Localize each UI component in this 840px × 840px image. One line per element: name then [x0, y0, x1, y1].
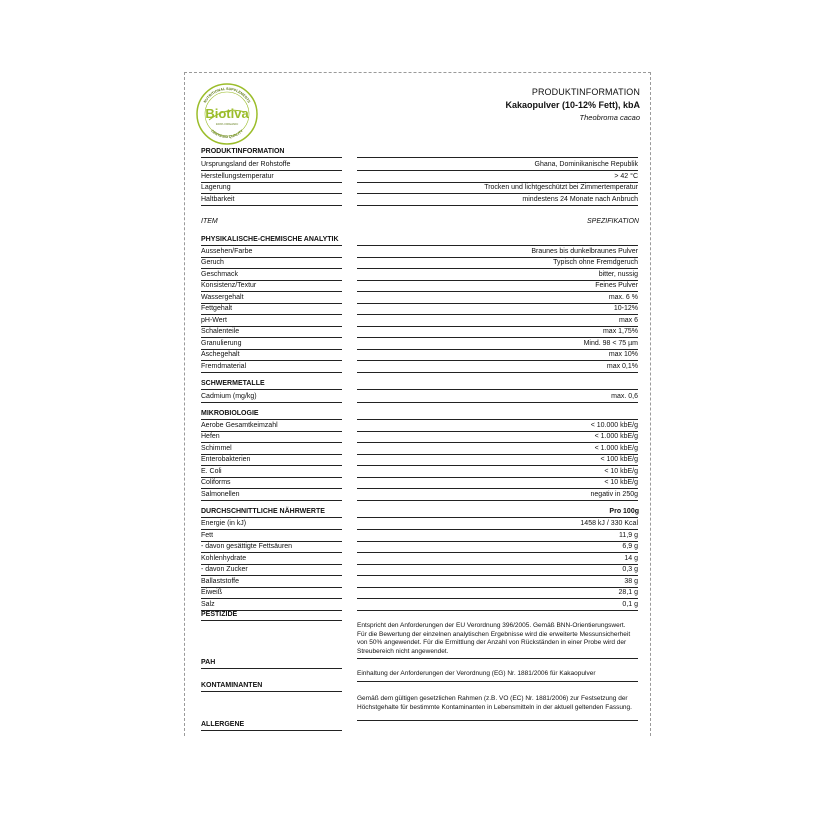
- table-row: [201, 541, 638, 553]
- row-value: max 1,75%: [357, 326, 638, 338]
- section-schwermetalle: SCHWERMETALLE: [201, 380, 265, 387]
- section-divider: [201, 620, 342, 621]
- row-label: Ursprungsland der Rohstoffe: [201, 159, 342, 171]
- document-title: PRODUKTINFORMATION: [531, 87, 640, 97]
- row-value: Typisch ohne Fremdgeruch: [357, 257, 638, 269]
- section-divider: [357, 720, 638, 721]
- section-divider: [357, 681, 638, 682]
- row-label: Geruch: [201, 257, 342, 269]
- table-row: [201, 303, 638, 315]
- row-value: Trocken und lichtgeschützt bei Zimmertemperatur: [357, 182, 638, 194]
- product-name: Kakaopulver (10-12% Fett), kbA: [505, 100, 640, 110]
- row-label: Lagerung: [201, 182, 342, 194]
- row-label: Salmonellen: [201, 489, 342, 501]
- row-label: E. Coli: [201, 466, 342, 478]
- row-value: 14 g: [357, 553, 638, 565]
- row-label: Konsistenz/Textur: [201, 280, 342, 292]
- row-value: < 10 kbE/g: [357, 477, 638, 489]
- section-mikrobiologie: MIKROBIOLOGIE: [201, 410, 259, 417]
- row-value: max. 0,6: [357, 391, 638, 403]
- table-row: [201, 518, 638, 530]
- row-label: Cadmium (mg/kg): [201, 391, 342, 403]
- row-label: - davon Zucker: [201, 564, 342, 576]
- row-label: Aschegehalt: [201, 349, 342, 361]
- section-pah: PAH: [201, 659, 216, 666]
- row-label: Haltbarkeit: [201, 194, 342, 206]
- table-row: [201, 553, 638, 565]
- row-label: Fremdmaterial: [201, 361, 342, 373]
- table-row: [201, 530, 638, 542]
- section-divider: [201, 389, 342, 390]
- row-value: > 42 °C: [357, 171, 638, 183]
- svg-text:100% ORGANIC: 100% ORGANIC: [215, 122, 239, 126]
- table-row: [201, 587, 638, 599]
- table-row: [201, 420, 638, 432]
- row-value: Mind. 98 < 75 µm: [357, 338, 638, 350]
- section-divider: [201, 730, 342, 731]
- table-row: [201, 599, 638, 611]
- row-value: negativ in 250g: [357, 489, 638, 501]
- table-row: [201, 292, 638, 304]
- row-label: Kohlenhydrate: [201, 553, 342, 565]
- section-divider: [201, 691, 342, 692]
- row-value: Ghana, Dominikanische Republik: [357, 159, 638, 171]
- row-value: < 10 kbE/g: [357, 466, 638, 478]
- pestizide-text: Entspricht den Anforderungen der EU Verordnung 396/2005. Gemäß BNN-Orientierungswert. Für die Bewertung der einzelnen analytischen Ergebnisse wird die erweiterte Messunsicherheit von 50% angewendet. Für die Ermittlung der Anzahl von Rückständen in einer Probe wird der Streubereich nicht angewendet.: [357, 622, 631, 655]
- table-row: [201, 194, 638, 206]
- row-value: < 1.000 kbE/g: [357, 431, 638, 443]
- section-divider: [201, 157, 342, 158]
- row-label: Coliforms: [201, 477, 342, 489]
- item-header: ITEM: [201, 218, 218, 225]
- row-value: 1458 kJ / 330 Kcal: [357, 518, 638, 530]
- table-row: [201, 361, 638, 373]
- row-value: 38 g: [357, 576, 638, 588]
- table-row: [201, 477, 638, 489]
- row-value: max. 6 %: [357, 292, 638, 304]
- biotiva-logo: [195, 82, 259, 146]
- row-label: - davon gesättigte Fettsäuren: [201, 541, 342, 553]
- table-row: [201, 257, 638, 269]
- section-phys-analytik: PHYSIKALISCHE-CHEMISCHE ANALYTIK: [201, 236, 339, 243]
- svg-text:NUTRITIONAL SUPPLEMENTS: NUTRITIONAL SUPPLEMENTS: [202, 86, 252, 104]
- section-divider: [357, 389, 638, 390]
- row-label: Enterobakterien: [201, 454, 342, 466]
- table-row: [201, 246, 638, 258]
- table-row: [201, 326, 638, 338]
- table-row: [201, 338, 638, 350]
- table-row: [201, 171, 638, 183]
- row-label: Salz: [201, 599, 342, 611]
- row-label: Energie (in kJ): [201, 518, 342, 530]
- row-value: 0,1 g: [357, 599, 638, 611]
- row-value: 28,1 g: [357, 587, 638, 599]
- row-label: Fettgehalt: [201, 303, 342, 315]
- row-value: < 10.000 kbE/g: [357, 420, 638, 432]
- latin-name: Theobroma cacao: [579, 113, 640, 122]
- pah-text: Einhaltung der Anforderungen der Verordnung (EG) Nr. 1881/2006 für Kakaopulver: [357, 670, 596, 677]
- svg-text:Biotiva: Biotiva: [205, 106, 249, 121]
- row-value: 6,9 g: [357, 541, 638, 553]
- table-row: [201, 489, 638, 501]
- table-row: [201, 280, 638, 292]
- row-value: < 100 kbE/g: [357, 454, 638, 466]
- row-value: mindestens 24 Monate nach Anbruch: [357, 194, 638, 206]
- row-value: max 0,1%: [357, 361, 638, 373]
- row-value: bitter, nussig: [357, 269, 638, 281]
- row-label: Schalenteile: [201, 326, 342, 338]
- row-label: Fett: [201, 530, 342, 542]
- section-divider: [357, 658, 638, 659]
- table-row: [201, 349, 638, 361]
- table-row: [201, 391, 638, 403]
- table-row: [201, 269, 638, 281]
- row-value: 10-12%: [357, 303, 638, 315]
- table-row: [201, 454, 638, 466]
- row-label: Aussehen/Farbe: [201, 246, 342, 258]
- kontaminanten-text: Gemäß dem gültigen gesetzlichen Rahmen (z.B. VO (EC) Nr. 1881/2006) zur Festsetzung der Höchstgehalte für bestimmte Kontaminanten in Lebensmitteln in der aktuell geltenden Fassung.: [357, 695, 632, 711]
- row-label: Eiweiß: [201, 587, 342, 599]
- row-label: Ballaststoffe: [201, 576, 342, 588]
- row-label: Granulierung: [201, 338, 342, 350]
- table-row: [201, 466, 638, 478]
- section-pestizide: PESTIZIDE: [201, 611, 238, 618]
- table-row: [201, 443, 638, 455]
- section-produktinformation: PRODUKTINFORMATION: [201, 148, 285, 155]
- row-value: max 6: [357, 315, 638, 327]
- row-value: Feines Pulver: [357, 280, 638, 292]
- naehrwerte-per-100g: Pro 100g: [609, 508, 639, 515]
- table-row: [201, 182, 638, 194]
- spezifikation-header: SPEZIFIKATION: [587, 218, 639, 225]
- svg-text:CERTIFIED QUALITY: CERTIFIED QUALITY: [210, 128, 244, 140]
- table-row: [201, 431, 638, 443]
- section-allergene: ALLERGENE: [201, 721, 245, 728]
- row-label: Herstellungstemperatur: [201, 171, 342, 183]
- row-label: Hefen: [201, 431, 342, 443]
- row-label: Wassergehalt: [201, 292, 342, 304]
- section-naehrwerte: DURCHSCHNITTLICHE NÄHRWERTE: [201, 508, 325, 515]
- row-value: < 1.000 kbE/g: [357, 443, 638, 455]
- row-value: 11,9 g: [357, 530, 638, 542]
- table-row: [201, 564, 638, 576]
- row-value: Braunes bis dunkelbraunes Pulver: [357, 246, 638, 258]
- row-label: Schimmel: [201, 443, 342, 455]
- row-label: Aerobe Gesamtkeimzahl: [201, 420, 342, 432]
- section-divider: [201, 668, 342, 669]
- row-label: Geschmack: [201, 269, 342, 281]
- row-value: 0,3 g: [357, 564, 638, 576]
- section-divider: [357, 157, 638, 158]
- table-row: [201, 576, 638, 588]
- table-row: [201, 315, 638, 327]
- row-value: max 10%: [357, 349, 638, 361]
- row-label: pH-Wert: [201, 315, 342, 327]
- section-kontaminanten: KONTAMINANTEN: [201, 682, 263, 689]
- table-row: [201, 159, 638, 171]
